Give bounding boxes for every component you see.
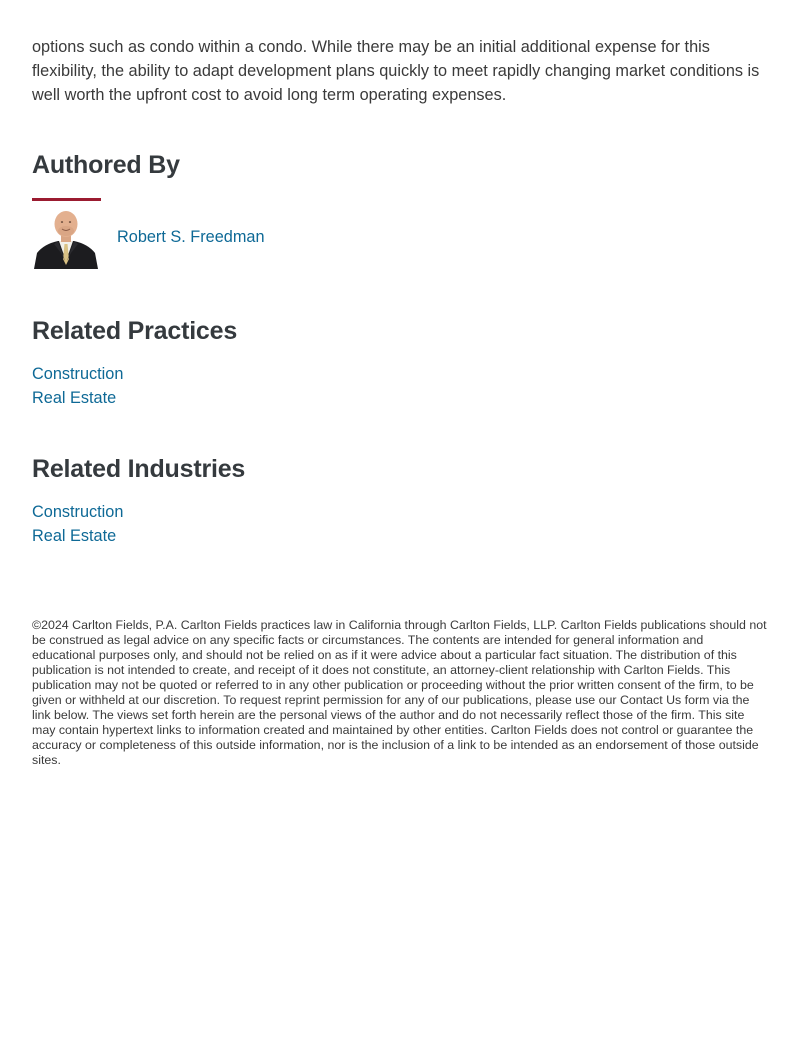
author-photo[interactable] [32,209,100,269]
industry-link-real-estate[interactable]: Real Estate [32,527,117,545]
industry-link-construction[interactable]: Construction [32,503,124,521]
legal-disclaimer: ©2024 Carlton Fields, P.A. Carlton Fields practices law in California through Carlton Fields, LLP. Carlton Fields publications should not be construed as legal advice on any specific facts or circumstances. The contents are intended for general information and educational purposes only, and should not be relied on as if it were advice about a particular fact situation. The distribution of this publication is not intended to create, and receipt of it does not constitute, an attorney-client relationship with Carlton Fields. This publication may not be quoted or referred to in any other publication or proceeding without the prior written consent of the firm, to be given or withheld at our discretion. To request reprint permission for any of our publications, please use our Contact Us form via the link below. The views set forth herein are the personal views of the author and do not necessarily reflect those of the firm. This site may contain hypertext links to information created and maintained by other entities. Carlton Fields does not control or guarantee the accuracy or completeness of this outside information, nor is the inclusion of a link to be intended as an endorsement of those outside sites. [32,618,767,767]
practice-link-construction[interactable]: Construction [32,365,124,383]
practice-link-real-estate[interactable]: Real Estate [32,389,117,407]
related-practices-list [32,362,768,410]
authored-by-heading: Authored By [32,151,180,179]
list-item [32,524,768,548]
article-intro-paragraph: options such as condo within a condo. While there may be an initial additional expense for this flexibility, the ability to adapt development plans quickly to meet rapidly changing market conditions is well worth the upfront cost to avoid long term operating expenses. [32,38,760,104]
related-industries-section [32,454,768,548]
heading-accent-rule [32,198,101,201]
author-name-link[interactable]: Robert S. Freedman [117,228,265,246]
list-item [32,500,768,524]
article-page [32,0,768,768]
authored-by-section [32,150,768,269]
list-item [32,362,768,386]
list-item [32,386,768,410]
related-practices-section [32,316,768,410]
author-card [32,209,768,269]
related-industries-list [32,500,768,548]
related-practices-heading: Related Practices [32,317,238,345]
related-industries-heading: Related Industries [32,455,246,483]
